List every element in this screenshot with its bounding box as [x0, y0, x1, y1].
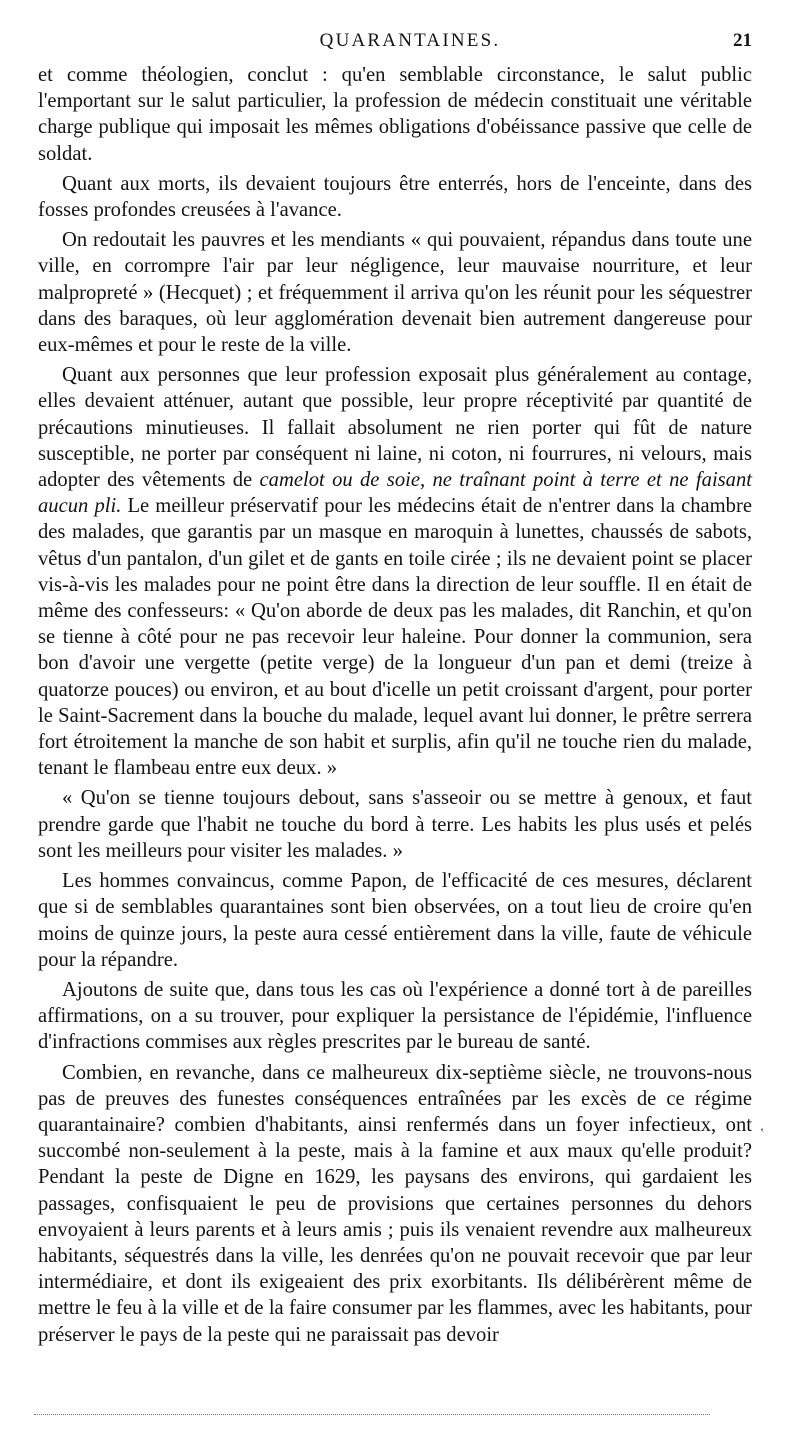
paragraph: [38, 62, 752, 167]
paragraph: [38, 868, 752, 973]
page-header: [38, 30, 752, 56]
text-span: Le meilleur préservatif pour les médecins était de n'entrer dans la chambre des malades, que garantis par un masque en maroquin à lunettes, chaussés de sabots, vêtus d'un pantalon, d'un gilet et de gants en toile cirée ; ils ne devaient point se placer vis-à-vis les malades pour ne point être dans la direction de leur souffle. Il en était de même des confesseurs: « Qu'on aborde de deux pas les malades, dit Ranchin, et qu'on se tienne à côté pour ne pas recevoir leur haleine. Pour donner la communion, sera bon d'avoir une vergette (petite verge) de la longueur d'un pan et demi (treize à quatorze pouces) ou environ, et au bout d'icelle un petit croissant d'argent, pour porter le Saint-Sacrement dans la bouche du malade, lequel avant lui donner, le prêtre serrera fort étroitement la manche de son habit et surplis, afin qu'il ne touche rien du malade, tenant le flambeau entre eux deux. »: [38, 495, 752, 780]
text-span: Quant aux personnes que leur profession exposait plus généralement au contage, elles devaient atténuer, autant que possible, leur propre réceptivité par quantité de précautions minutieuses. Il fallait absolument ne rien porter qui fût de nature susceptible, ne porter par conséquent ni laine, ni coton, ni fourrures, ni velours, mais adopter des vêtements de: [38, 364, 752, 492]
paragraph: [38, 171, 752, 223]
paragraph: [38, 362, 752, 781]
text-span: Les hommes convaincus, comme Papon, de l'efficacité de ces mesures, déclarent que si de semblables quarantaines sont bien observées, on a tout lieu de croire qu'en moins de quinze jours, la peste aura cessé entièrement dans la ville, faute de véhicule pour la répandre.: [38, 870, 752, 971]
paragraph: [38, 227, 752, 358]
paragraph: [38, 977, 752, 1056]
text-span: Quant aux morts, ils devaient toujours être enterrés, hors de l'enceinte, dans des fosses profondes creusées à l'avance.: [38, 172, 752, 222]
text-span: et comme théologien, conclut : qu'en semblable circonstance, le salut public l'emportant sur le salut particulier, la profession de médecin constituait une véritable charge publique qui imposait les mêmes obligations d'obéissance passive que celle de soldat.: [38, 64, 752, 165]
body-text: [38, 62, 752, 1352]
page-number: 21: [733, 30, 752, 51]
text-span: « Qu'on se tienne toujours debout, sans s'asseoir ou se mettre à genoux, et faut prendre garde que l'habit ne touche du bord à terre. Les habits les plus usés et pelés sont les meilleurs pour visiter les malades. »: [38, 787, 752, 862]
bottom-dotted-rule: [34, 1414, 710, 1415]
text-span: Combien, en revanche, dans ce malheureux dix-septième siècle, ne trouvons-nous pas de preuves des funestes conséquences entraînées par les excès de ce régime quarantainaire? combien d'habitants, ainsi renfermés dans un foyer infectieux, ont succombé non-seulement à la peste, mais à la famine et aux maux qu'elle produit? Pendant la peste de Digne en 1629, les paysans des environs, qui gardaient les passages, confisquaient le peu de provisions que certaines personnes du dehors envoyaient à leurs parents et à leurs amis ; puis ils venaient revendre aux malheureux habitants, séquestrés dans la ville, les denrées qu'on ne pouvait recevoir que par leur intermédiaire, et dont ils exigeaient des prix exorbitants. Ils délibérèrent même de mettre le feu à la ville et de la faire consumer par les flammes, avec les habitants, pour préserver le pays de la peste qui ne paraissait pas devoir: [38, 1061, 752, 1346]
running-head: QUARANTAINES.: [319, 30, 501, 51]
text-span: Ajoutons de suite que, dans tous les cas où l'expérience a donné tort à de pareilles affirmations, on a su trouver, pour expliquer la persistance de l'épidémie, l'influence d'infractions commises aux règles prescrites par le bureau de santé.: [38, 978, 752, 1054]
text-span: On redoutait les pauvres et les mendiants « qui pouvaient, répandus dans toute une ville, en corrompre l'air par leur négligence, leur mauvaise nourriture, et leur malpropreté » (Hecquet) ; et fréquemment il arriva qu'on les réunit pour les séquestrer dans des baraques, où leur agglomération devenait bien autrement dangereuse pour eux-mêmes et pour le reste de la ville.: [38, 229, 752, 357]
italic-text-span: camelot ou de soie, ne traînant point à terre et ne faisant aucun pli.: [38, 469, 752, 518]
paragraph: [38, 785, 752, 864]
paragraph: [38, 1060, 752, 1348]
margin-mark: ‛: [760, 1125, 765, 1140]
